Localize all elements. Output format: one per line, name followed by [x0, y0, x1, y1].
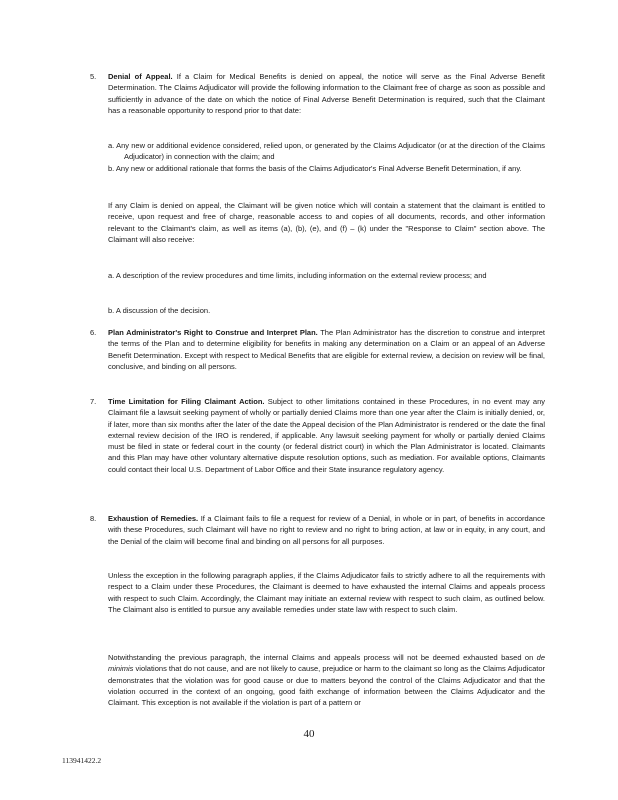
paragraph: Unless the exception in the following paragraph applies, if the Claims Adjudicator fails to strictly adhere to all the requirements with respect to a Claim under these Procedures, the Claimant is deemed to have exhausted the internal Claims and appeals process with respect to such Claim. Accordingly, the Claimant may initiate an external review with respect to such claim, as outlined below. The Claimant also is entitled to pursue any available remedies under state law with respect to such claim.: [108, 571, 545, 614]
section-heading: Time Limitation for Filing Claimant Action.: [108, 397, 265, 406]
section-text: If a Claim for Medical Benefits is denied on appeal, the notice will serve as the Final Adverse Benefit Determination. The Claims Adjudicator will provide the following information to the Claimant free of charge as soon as possible and sufficiently in advance of the date on which the notice of Final Adverse Benefit Determination is required, such that the Claimant has a reasonable opportunity to respond prior to that date:: [108, 72, 545, 115]
paragraph: If any Claim is denied on appeal, the Claimant will be given notice which will contain a statement that the claimant is entitled to receive, upon request and free of charge, reasonable access to and copies of all documents, records, and other information relevant to the Claimant's claim, as well as items (a), (b), (e), and (f) – (k) under the "Response to Claim" section above. The Claimant will also receive:: [108, 201, 545, 244]
list-item: a. Any new or additional evidence considered, relied upon, or generated by the Claims Adjudicator (or at the direction of the Claims Adjudicator) in connection with the claim; and b. Any new or additional rationale that forms the basis of the Claims Adjudicator's Final Adverse Benefit Determination, if any.: [108, 141, 545, 173]
section-heading: Denial of Appeal.: [108, 72, 173, 81]
emphasis-text: de minimis: [108, 653, 545, 674]
section-text: Subject to other limitations contained in these Procedures, in no event may any Claimant file a lawsuit seeking payment of wholly or partially denied Claims more than one year after the Claim is initially denied, or, if later, more than six months after the later of the date the Appeal decision of the Plan Administrator is rendered or the date the final external review decision of the IRO is rendered, if applicable. Any lawsuit seeking payment for wholly or partially denied Claims must be filed in state or federal court in the county (or federal district court) in which the Plan Administrator is located. Claimants and this Plan may have other voluntary alternative dispute resolution options, such as mediation. For available options, Claimants could contact their local U.S. Department of Labor Office and their State insurance regulatory agency.: [108, 397, 545, 474]
page-number: 40: [303, 728, 315, 740]
section-number: 7.: [90, 397, 97, 406]
list-item: b. Any new or additional rationale that forms the basis of the Claims Adjudicator's Final Adverse Benefit Determination, if any.: [108, 163, 522, 173]
section-text: The Plan Administrator has the discretion to construe and interpret the terms of the Plan and to determine eligibility for benefits in making any determination on a Claim or an appeal of an Adverse Benefit Determination. Except with respect to Medical Benefits that are eligible for external review, a decision on review will be final, conclusive, and binding on all persons.: [108, 328, 546, 371]
section-number: 8.: [90, 514, 97, 523]
list-item: b. A discussion of the decision.: [108, 306, 211, 315]
section-number: 5.: [90, 72, 97, 81]
document-id: 113941422.2: [62, 756, 102, 765]
section-text: If a Claimant fails to file a request for review of a Denial, in whole or in part, of benefits in accordance with these Procedures, such Claimant will have no right to review and no right to bring action, at law or in equity, in any court, and the Denial of the claim will become final and binding on all persons for all purposes.: [108, 514, 545, 546]
section-number: 6.: [90, 328, 97, 337]
list-item: a. A description of the review procedures and time limits, including information on the external review process; and: [108, 271, 487, 280]
section-heading: Exhaustion of Remedies.: [108, 514, 199, 523]
section-heading: Plan Administrator's Right to Construe and Interpret Plan.: [108, 328, 318, 337]
paragraph: Notwithstanding the previous paragraph, the internal Claims and appeals process will not be deemed exhausted based on de minimis violations that do not cause, and are not likely to cause, prejudice or harm to the claimant so long as the Claims Adjudicator demonstrates that the violation was for good cause or due to matters beyond the control of the Claims Adjudicator and that the violation occurred in the context of an ongoing, good faith exchange of information between the Claims Adjudicator and the Claimant. This exception is not available if the violation is part of a pattern or: [108, 653, 545, 707]
